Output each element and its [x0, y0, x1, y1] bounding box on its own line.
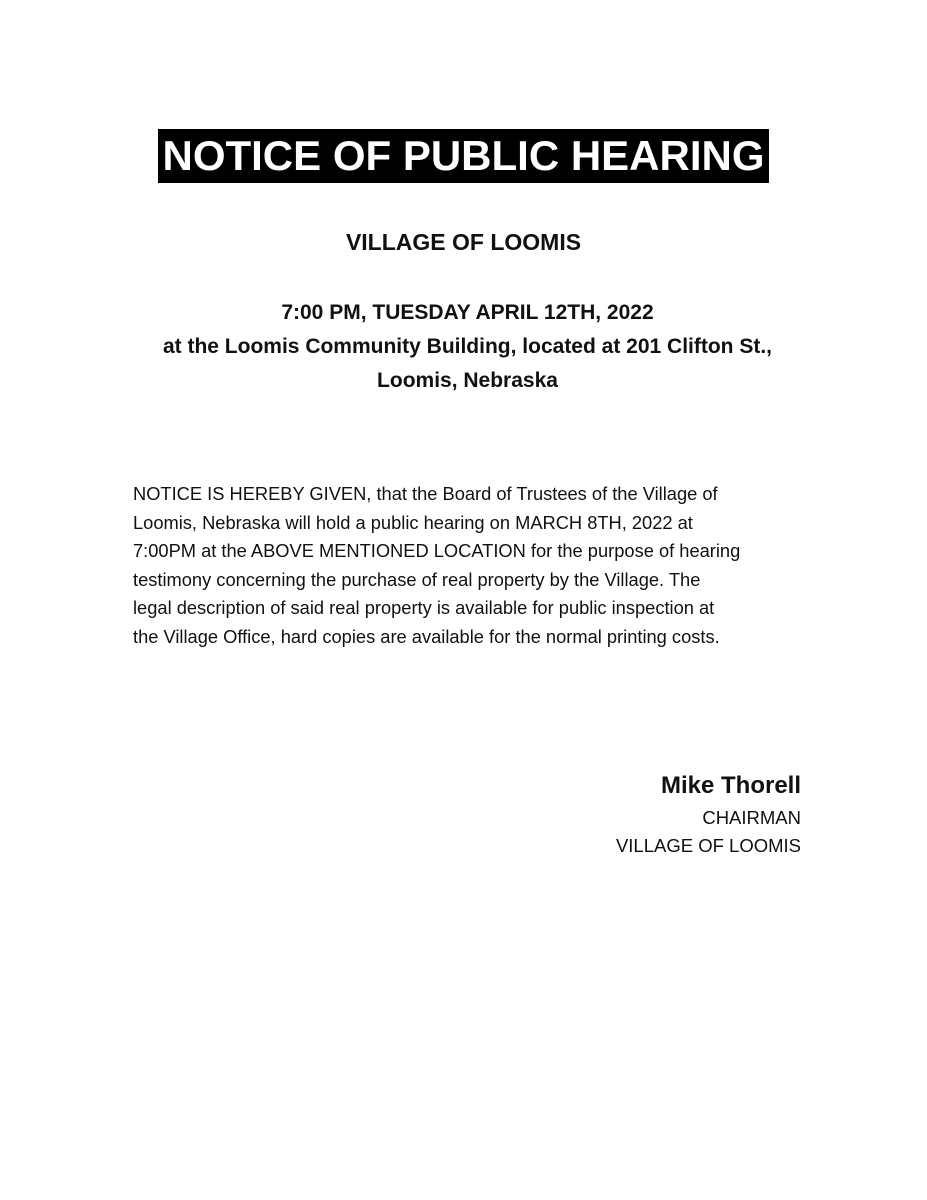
signer-name: Mike Thorell: [660, 772, 801, 799]
signer-organization: VILLAGE OF LOOMIS: [615, 835, 801, 856]
hearing-datetime-location: [0, 296, 927, 398]
hearing-city-line: Loomis, Nebraska: [377, 369, 558, 392]
notice-body: [133, 480, 813, 651]
body-line: NOTICE IS HEREBY GIVEN, that the Board of Trustees of the Village of: [133, 483, 718, 504]
body-line: legal description of said real property is available for public inspection at: [133, 597, 715, 618]
hearing-datetime-line: 7:00 PM, TUESDAY APRIL 12TH, 2022: [281, 301, 654, 324]
body-line: 7:00PM at the ABOVE MENTIONED LOCATION for the purpose of hearing: [133, 540, 741, 561]
village-heading: VILLAGE OF LOOMIS: [345, 229, 582, 255]
notice-title: NOTICE OF PUBLIC HEARING: [158, 129, 768, 183]
signer-title: CHAIRMAN: [702, 807, 801, 828]
body-line: testimony concerning the purchase of real property by the Village. The: [133, 568, 701, 590]
signature-block: [616, 768, 801, 860]
hearing-location-line: at the Loomis Community Building, located at 201 Clifton St.,: [162, 335, 773, 358]
title-wrapper: [0, 129, 927, 183]
body-line: the Village Office, hard copies are available for the normal printing costs.: [133, 625, 720, 647]
body-line: Loomis, Nebraska will hold a public hearing on MARCH 8TH, 2022 at: [133, 511, 693, 533]
